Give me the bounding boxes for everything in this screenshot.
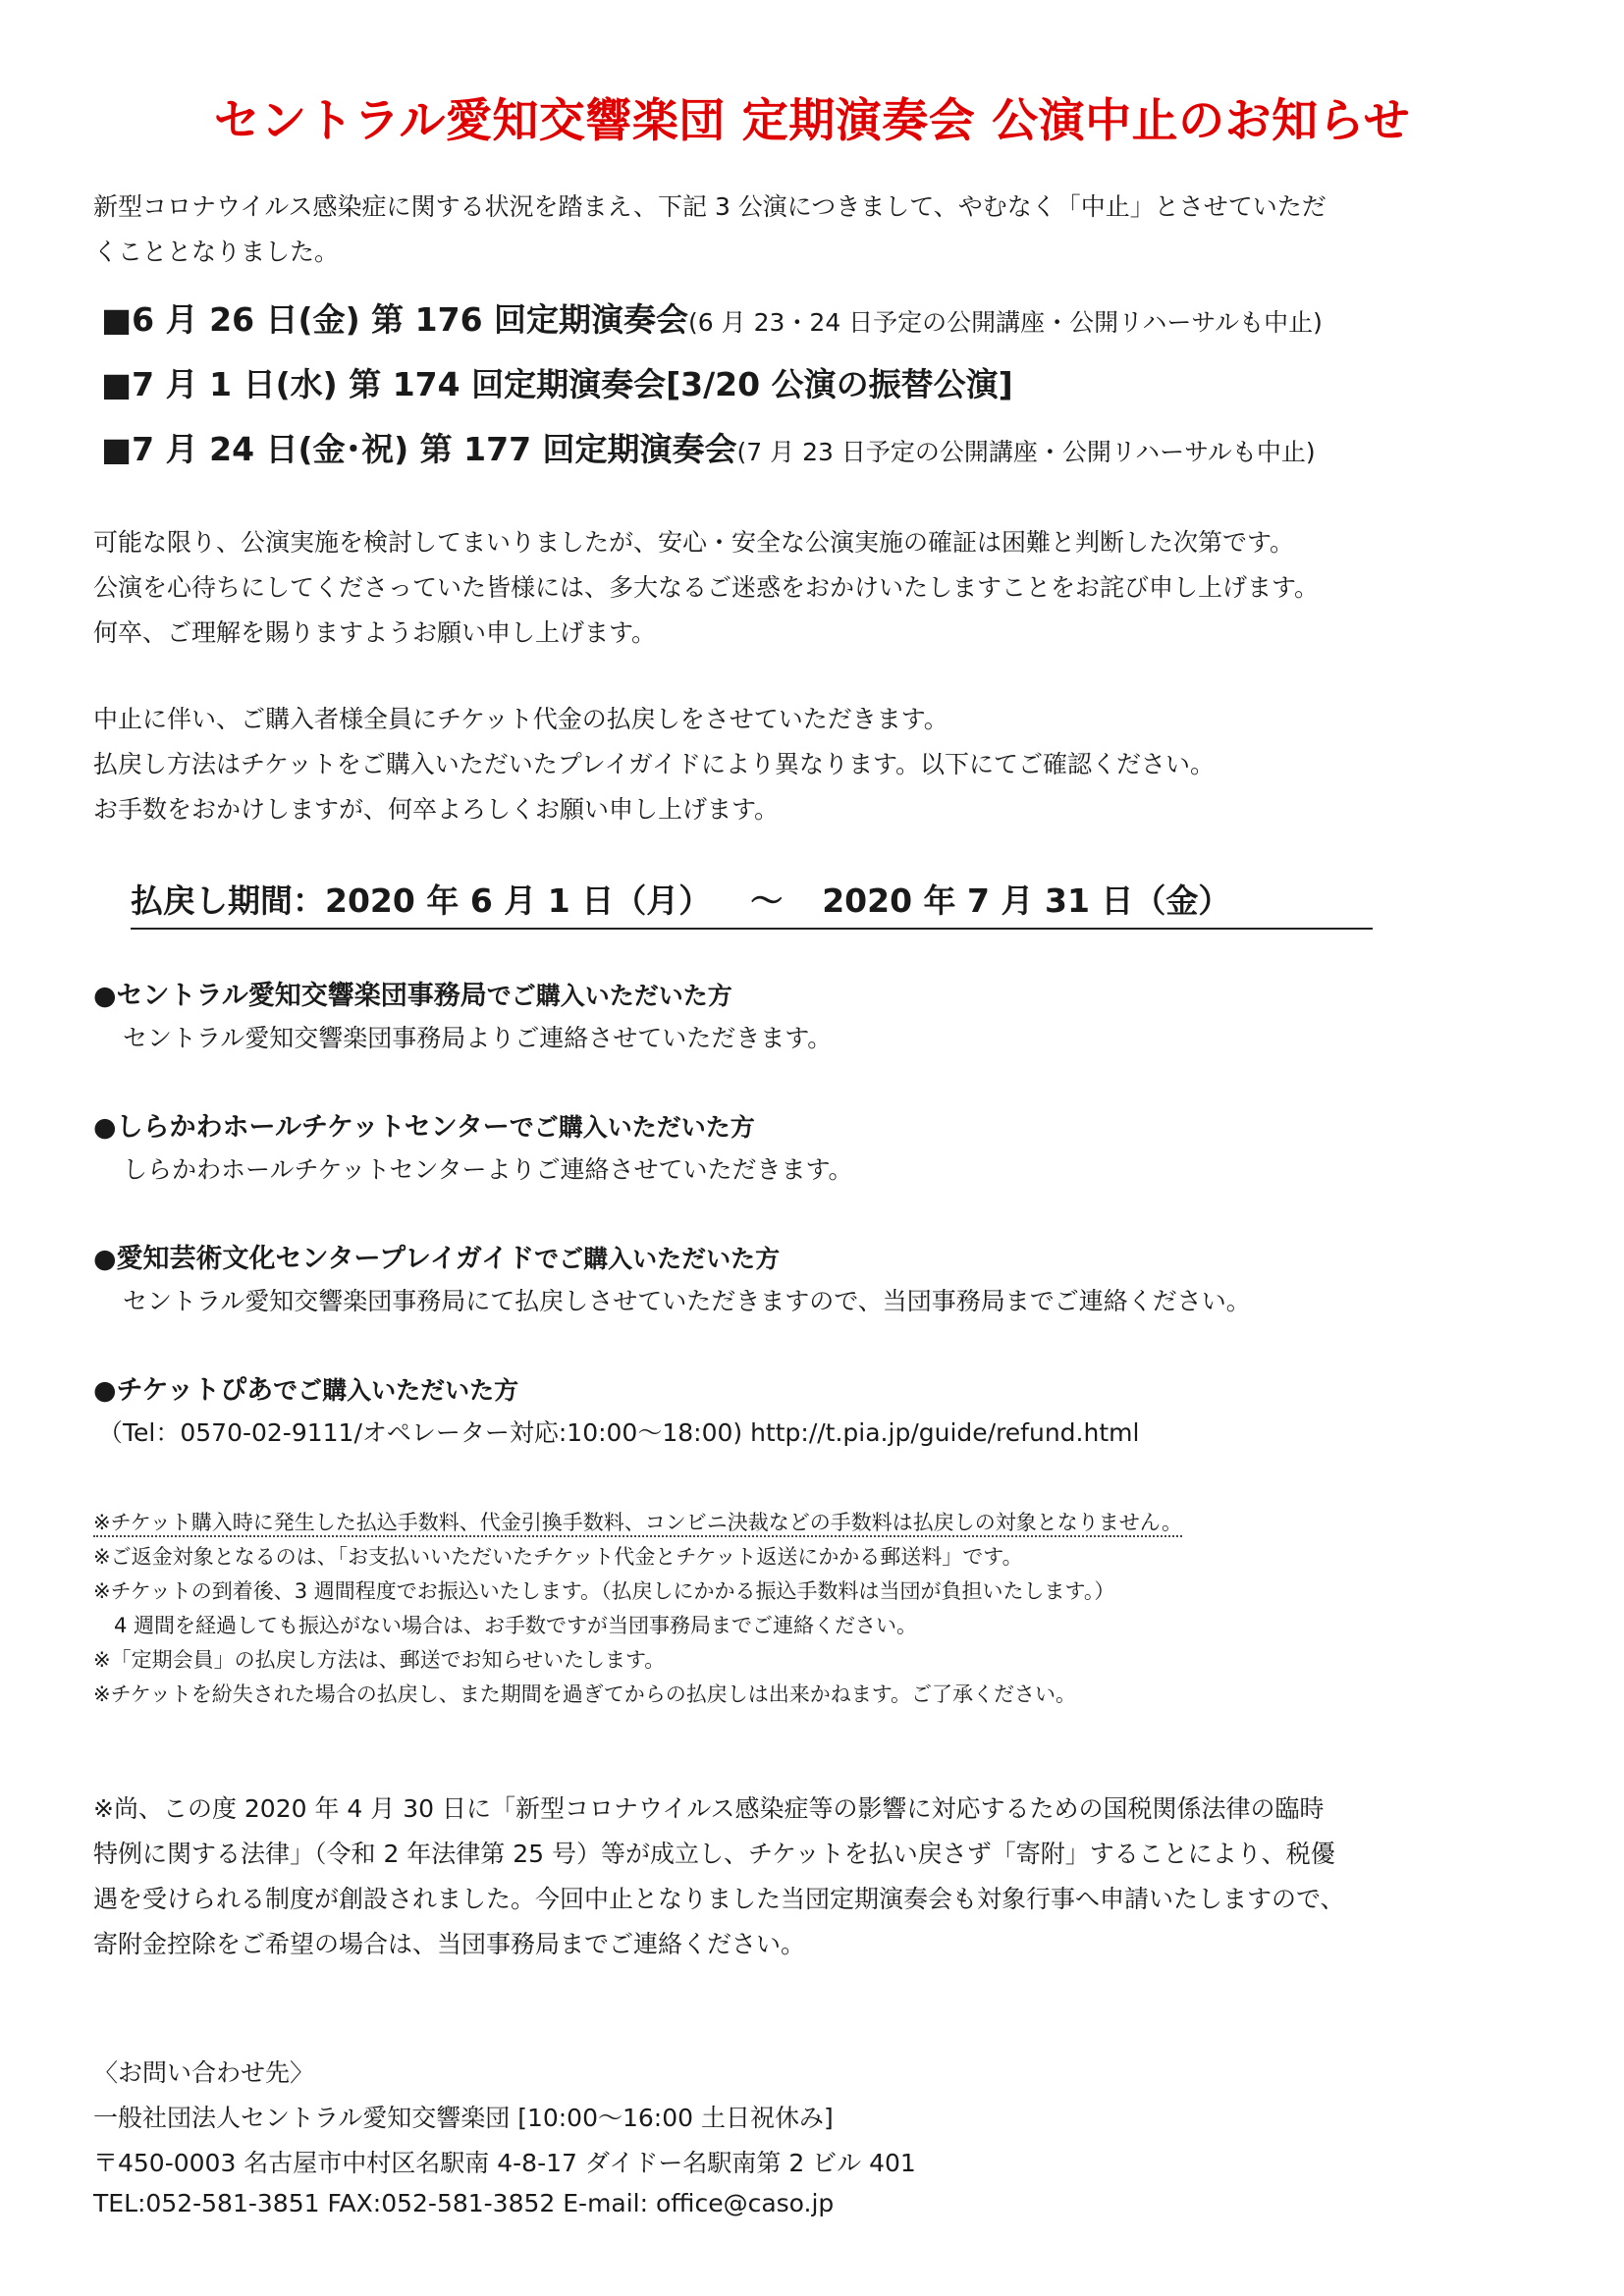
concert-note: (7 月 23 日予定の公開講座・公開リハーサルも中止) <box>736 438 1316 466</box>
para1-line-1: 可能な限り、公演実施を検討してまいりましたが、安心・安全な公演実施の確証は困難と判断した次第です。 <box>93 528 1295 557</box>
section-heading <box>93 1368 518 1407</box>
page-title: セントラル愛知交響楽団 定期演奏会 公演中止のお知らせ <box>213 94 1411 148</box>
para2-line-1: 中止に伴い、ご購入者様全員にチケット代金の払戻しをさせていただきます。 <box>93 705 948 733</box>
concert-label: ■6 月 26 日(金) 第 176 回定期演奏会 <box>101 300 689 339</box>
refund-period-start: 払戻し期間：2020 年 6 月 1 日（月） <box>131 881 712 920</box>
section-heading-bold: ●しらかわホールチケットセンター <box>93 1112 510 1143</box>
tax-line-1: ※尚、この度 2020 年 4 月 30 日に「新型コロナウイルス感染症等の影響に対応するための国税関係法律の臨時 <box>93 1794 1325 1823</box>
section-heading <box>93 1237 780 1275</box>
concert-label: ■7 月 1 日(水) 第 174 回定期演奏会[3/20 公演の振替公演] <box>101 365 1013 403</box>
section-heading-bold: ●愛知芸術文化センタープレイガイド <box>93 1244 535 1274</box>
contact-address: 〒450-0003 名古屋市中村区名駅南 4-8-17 ダイドー名駅南第 2 ビル 401 <box>93 2149 916 2177</box>
refund-period-sep: ～ <box>750 881 784 920</box>
tax-line-4: 寄附金控除をご希望の場合は、当団事務局までご連絡ください。 <box>93 1930 806 1958</box>
note-line <box>93 1507 1182 1539</box>
concert-item <box>101 294 1323 341</box>
tax-line-3: 遇を受けられる制度が創設されました。今回中止となりました当団定期演奏会も対象行事へ申請いたしますので、 <box>93 1885 1345 1913</box>
note-line-text: ※チケット購入時に発生した払込手数料、代金引換手数料、コンビニ決裁などの手数料は払戻しの対象となりません。 <box>93 1511 1182 1537</box>
contact-heading: 〈お問い合わせ先〉 <box>93 2058 315 2087</box>
intro-line-2: くこととなりました。 <box>93 238 340 266</box>
contact-phone-email: TEL:052-581-3851 FAX:052-581-3852 E-mail: office@caso.jp <box>93 2189 835 2217</box>
refund-period <box>131 876 1373 930</box>
para2-line-3: お手数をおかけしますが、何卒よろしくお願い申し上げます。 <box>93 795 780 824</box>
section-heading <box>93 974 732 1012</box>
tax-line-2: 特例に関する法律」（令和 2 年法律第 25 号）等が成立し、チケットを払い戻さず「寄附」することにより、税優 <box>93 1840 1335 1868</box>
section-heading-suffix: でご購入いただいた方 <box>273 1376 519 1405</box>
note-line: ※「定期会員」の払戻し方法は、郵送でお知らせいたします。 <box>93 1648 666 1672</box>
concert-label: ■7 月 24 日(金･祝) 第 177 回定期演奏会 <box>101 430 737 468</box>
section-body: しらかわホールチケットセンターよりご連絡させていただきます。 <box>123 1155 853 1184</box>
section-body: セントラル愛知交響楽団事務局にて払戻しさせていただきますので、当団事務局までご連絡ください。 <box>123 1287 1251 1315</box>
refund-period-end: 2020 年 7 月 31 日（金） <box>822 881 1231 920</box>
note-line: ※チケットの到着後、3 週間程度でお振込いたします。（払戻しにかかる振込手数料は当団が負担いたします。） <box>93 1579 1115 1603</box>
intro-line-1: 新型コロナウイルス感染症に関する状況を踏まえ、下記 3 公演につきまして、やむなく「中止」とさせていただ <box>93 192 1326 221</box>
section-heading <box>93 1105 755 1144</box>
section-heading-suffix: でご購入いただいた方 <box>509 1113 755 1142</box>
note-line: ※ご返金対象となるのは、「お支払いいただいたチケット代金とチケット返送にかかる郵送料」です。 <box>93 1545 1023 1569</box>
concert-item <box>101 359 1013 405</box>
concert-note: (6 月 23・24 日予定の公開講座・公開リハーサルも中止) <box>688 308 1323 337</box>
section-body: （Tel：0570-02-9111/オペレーター対応:10:00～18:00) http://t.pia.jp/guide/refund.html <box>98 1418 1140 1447</box>
section-heading-bold: ●セントラル愛知交響楽団事務局 <box>93 981 487 1011</box>
para2-line-2: 払戻し方法はチケットをご購入いただいたプレイガイドにより異なります。以下にてご確認ください。 <box>93 750 1216 778</box>
para1-line-3: 何卒、ご理解を賜りますようお願い申し上げます。 <box>93 618 657 647</box>
section-heading-suffix: でご購入いただいた方 <box>486 982 732 1010</box>
concert-item <box>101 424 1316 470</box>
contact-org: 一般社団法人セントラル愛知交響楽団 [10:00～16:00 土日祝休み] <box>93 2104 834 2132</box>
section-heading-bold: ●チケットぴあ <box>93 1375 274 1406</box>
section-body: セントラル愛知交響楽団事務局よりご連絡させていただきます。 <box>123 1024 833 1052</box>
section-heading-suffix: でご購入いただいた方 <box>534 1245 781 1273</box>
note-line: 4 週間を経過しても振込がない場合は、お手数ですが当団事務局までご連絡ください。 <box>93 1614 918 1637</box>
note-line: ※チケットを紛失された場合の払戻し、また期間を過ぎてからの払戻しは出来かねます。ご了承ください。 <box>93 1682 1077 1706</box>
para1-line-2: 公演を心待ちにしてくださっていた皆様には、多大なるご迷惑をおかけいたしますことをお詫び申し上げます。 <box>93 573 1320 602</box>
